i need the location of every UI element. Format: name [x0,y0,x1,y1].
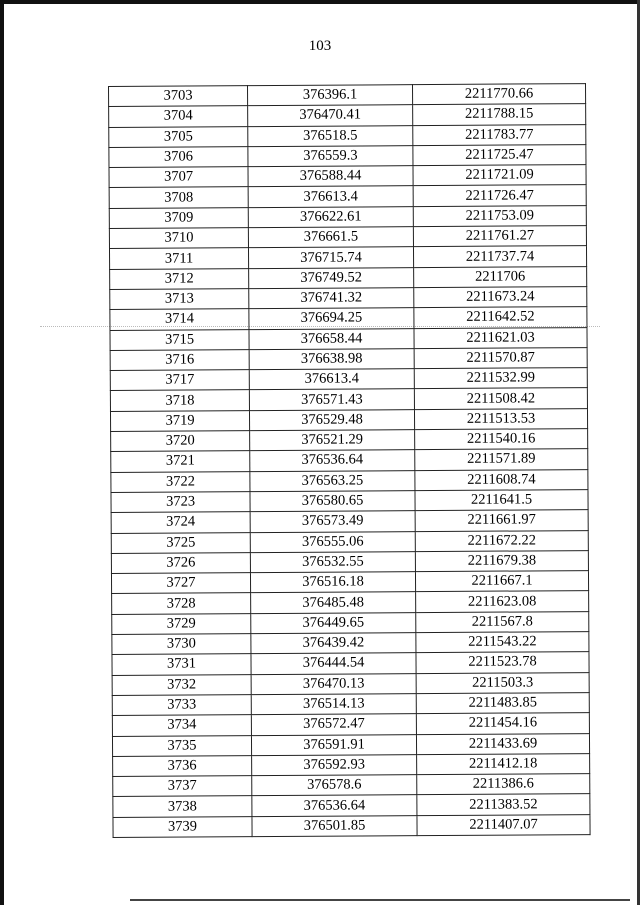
table-row [109,104,586,127]
point-number-cell: 3725 [111,532,250,553]
x-coordinate-cell: 376439.42 [251,633,416,654]
y-coordinate-cell: 2211725.47 [413,144,586,165]
x-coordinate-cell: 376592.93 [252,754,417,775]
y-coordinate-cell: 2211567.8 [416,611,589,632]
table-row [113,814,590,837]
table-row [111,510,588,533]
point-number-cell: 3723 [111,492,250,513]
x-coordinate-cell: 376573.49 [250,511,415,532]
page-number: 103 [308,38,332,54]
table-row [109,144,586,167]
x-coordinate-cell: 376518.5 [248,125,413,146]
table-row [111,449,588,472]
table-row [110,347,587,370]
point-number-cell: 3728 [112,593,251,614]
x-coordinate-cell: 376396.1 [248,85,413,106]
table-row [112,713,589,736]
x-coordinate-cell: 376516.18 [250,572,415,593]
y-coordinate-cell: 2211508.42 [414,388,587,409]
point-number-cell: 3738 [113,796,252,817]
point-number-cell: 3716 [110,350,249,371]
y-coordinate-cell: 2211543.22 [416,632,589,653]
point-number-cell: 3719 [110,410,249,431]
point-number-cell: 3718 [110,390,249,411]
point-number-cell: 3720 [111,431,250,452]
y-coordinate-cell: 2211621.03 [414,327,587,348]
point-number-cell: 3711 [109,248,248,269]
x-coordinate-cell: 376613.4 [248,186,413,207]
point-number-cell: 3734 [112,715,251,736]
y-coordinate-cell: 2211513.53 [414,408,587,429]
x-coordinate-cell: 376622.61 [248,206,413,227]
x-coordinate-cell: 376741.32 [249,288,414,309]
table-row [111,571,588,594]
point-number-cell: 3733 [112,695,251,716]
point-number-cell: 3712 [110,268,249,289]
table-row [111,429,588,452]
y-coordinate-cell: 2211386.6 [417,774,590,795]
table-row [109,165,586,188]
y-coordinate-cell: 2211383.52 [417,794,590,815]
x-coordinate-cell: 376470.41 [248,105,413,126]
table-row [112,692,589,715]
table-row [109,246,586,269]
x-coordinate-cell: 376749.52 [249,267,414,288]
scan-border-left [0,0,4,905]
table-row [110,408,587,431]
y-coordinate-cell: 2211540.16 [415,429,588,450]
table-row [110,388,587,411]
table-row [110,368,587,391]
y-coordinate-cell: 2211641.5 [415,490,588,511]
table-row [110,327,587,350]
point-number-cell: 3737 [113,776,252,797]
x-coordinate-cell: 376532.55 [250,551,415,572]
y-coordinate-cell: 2211661.97 [415,510,588,531]
x-coordinate-cell: 376661.5 [248,227,413,248]
x-coordinate-cell: 376694.25 [249,308,414,329]
x-coordinate-cell: 376588.44 [248,166,413,187]
x-coordinate-cell: 376536.64 [252,795,417,816]
table-row [112,733,589,756]
y-coordinate-cell: 2211623.08 [416,591,589,612]
point-number-cell: 3705 [109,126,248,147]
y-coordinate-cell: 2211783.77 [413,124,586,145]
y-coordinate-cell: 2211737.74 [413,246,586,267]
table-row [112,672,589,695]
x-coordinate-cell: 376613.4 [249,369,414,390]
table-row [111,530,588,553]
x-coordinate-cell: 376470.13 [251,673,416,694]
coordinates-table-container [108,83,591,838]
y-coordinate-cell: 2211532.99 [414,368,587,389]
table-row [110,307,587,330]
x-coordinate-cell: 376559.3 [248,146,413,167]
y-coordinate-cell: 2211412.18 [417,753,590,774]
y-coordinate-cell: 2211523.78 [416,652,589,673]
table-row [109,185,586,208]
y-coordinate-cell: 2211679.38 [415,550,588,571]
point-number-cell: 3739 [113,816,252,837]
x-coordinate-cell: 376485.48 [251,592,416,613]
point-number-cell: 3727 [111,573,250,594]
scan-border-top [0,0,640,4]
y-coordinate-cell: 2211571.89 [415,449,588,470]
y-coordinate-cell: 2211721.09 [413,165,586,186]
point-number-cell: 3706 [109,147,248,168]
table-row [109,226,586,249]
table-row [111,469,588,492]
point-number-cell: 3703 [109,86,248,107]
table-row [110,266,587,289]
x-coordinate-cell: 376571.43 [249,389,414,410]
x-coordinate-cell: 376580.65 [250,491,415,512]
table-row [112,652,589,675]
point-number-cell: 3736 [113,755,252,776]
x-coordinate-cell: 376501.85 [252,815,417,836]
x-coordinate-cell: 376658.44 [249,328,414,349]
point-number-cell: 3730 [112,634,251,655]
y-coordinate-cell: 2211673.24 [414,287,587,308]
table-row [112,611,589,634]
point-number-cell: 3729 [112,613,251,634]
y-coordinate-cell: 2211753.09 [413,205,586,226]
table-row [110,287,587,310]
table-row [112,632,589,655]
point-number-cell: 3715 [110,329,249,350]
x-coordinate-cell: 376563.25 [250,470,415,491]
table-row [113,794,590,817]
x-coordinate-cell: 376529.48 [249,409,414,430]
table-row [113,774,590,797]
y-coordinate-cell: 2211503.3 [416,672,589,693]
point-number-cell: 3717 [110,370,249,391]
table-row [111,490,588,513]
y-coordinate-cell: 2211770.66 [412,84,585,105]
y-coordinate-cell: 2211788.15 [413,104,586,125]
point-number-cell: 3713 [110,289,249,310]
coordinates-table-body [109,84,591,838]
y-coordinate-cell: 2211726.47 [413,185,586,206]
table-row [112,591,589,614]
point-number-cell: 3710 [109,228,248,249]
y-coordinate-cell: 2211667.1 [415,571,588,592]
y-coordinate-cell: 2211433.69 [416,733,589,754]
point-number-cell: 3732 [112,674,251,695]
x-coordinate-cell: 376444.54 [251,653,416,674]
table-row [113,753,590,776]
point-number-cell: 3707 [109,167,248,188]
coordinates-table [108,83,591,838]
x-coordinate-cell: 376591.91 [251,734,416,755]
table-row [109,84,586,107]
point-number-cell: 3731 [112,654,251,675]
scan-border-bottom [130,899,630,901]
table-row [109,205,586,228]
table-row [111,550,588,573]
point-number-cell: 3709 [109,207,248,228]
point-number-cell: 3714 [110,309,249,330]
x-coordinate-cell: 376638.98 [249,348,414,369]
y-coordinate-cell: 2211608.74 [415,469,588,490]
x-coordinate-cell: 376536.64 [250,450,415,471]
point-number-cell: 3726 [111,552,250,573]
y-coordinate-cell: 2211407.07 [417,814,590,835]
point-number-cell: 3721 [111,451,250,472]
y-coordinate-cell: 2211761.27 [413,226,586,247]
y-coordinate-cell: 2211706 [414,266,587,287]
x-coordinate-cell: 376514.13 [251,694,416,715]
point-number-cell: 3722 [111,471,250,492]
table-row [109,124,586,147]
point-number-cell: 3708 [109,187,248,208]
x-coordinate-cell: 376572.47 [251,714,416,735]
x-coordinate-cell: 376521.29 [250,430,415,451]
y-coordinate-cell: 2211570.87 [414,347,587,368]
point-number-cell: 3724 [111,512,250,533]
y-coordinate-cell: 2211672.22 [415,530,588,551]
y-coordinate-cell: 2211642.52 [414,307,587,328]
point-number-cell: 3704 [109,106,248,127]
x-coordinate-cell: 376449.65 [251,612,416,633]
y-coordinate-cell: 2211483.85 [416,692,589,713]
point-number-cell: 3735 [112,735,251,756]
y-coordinate-cell: 2211454.16 [416,713,589,734]
x-coordinate-cell: 376715.74 [248,247,413,268]
x-coordinate-cell: 376555.06 [250,531,415,552]
x-coordinate-cell: 376578.6 [252,775,417,796]
